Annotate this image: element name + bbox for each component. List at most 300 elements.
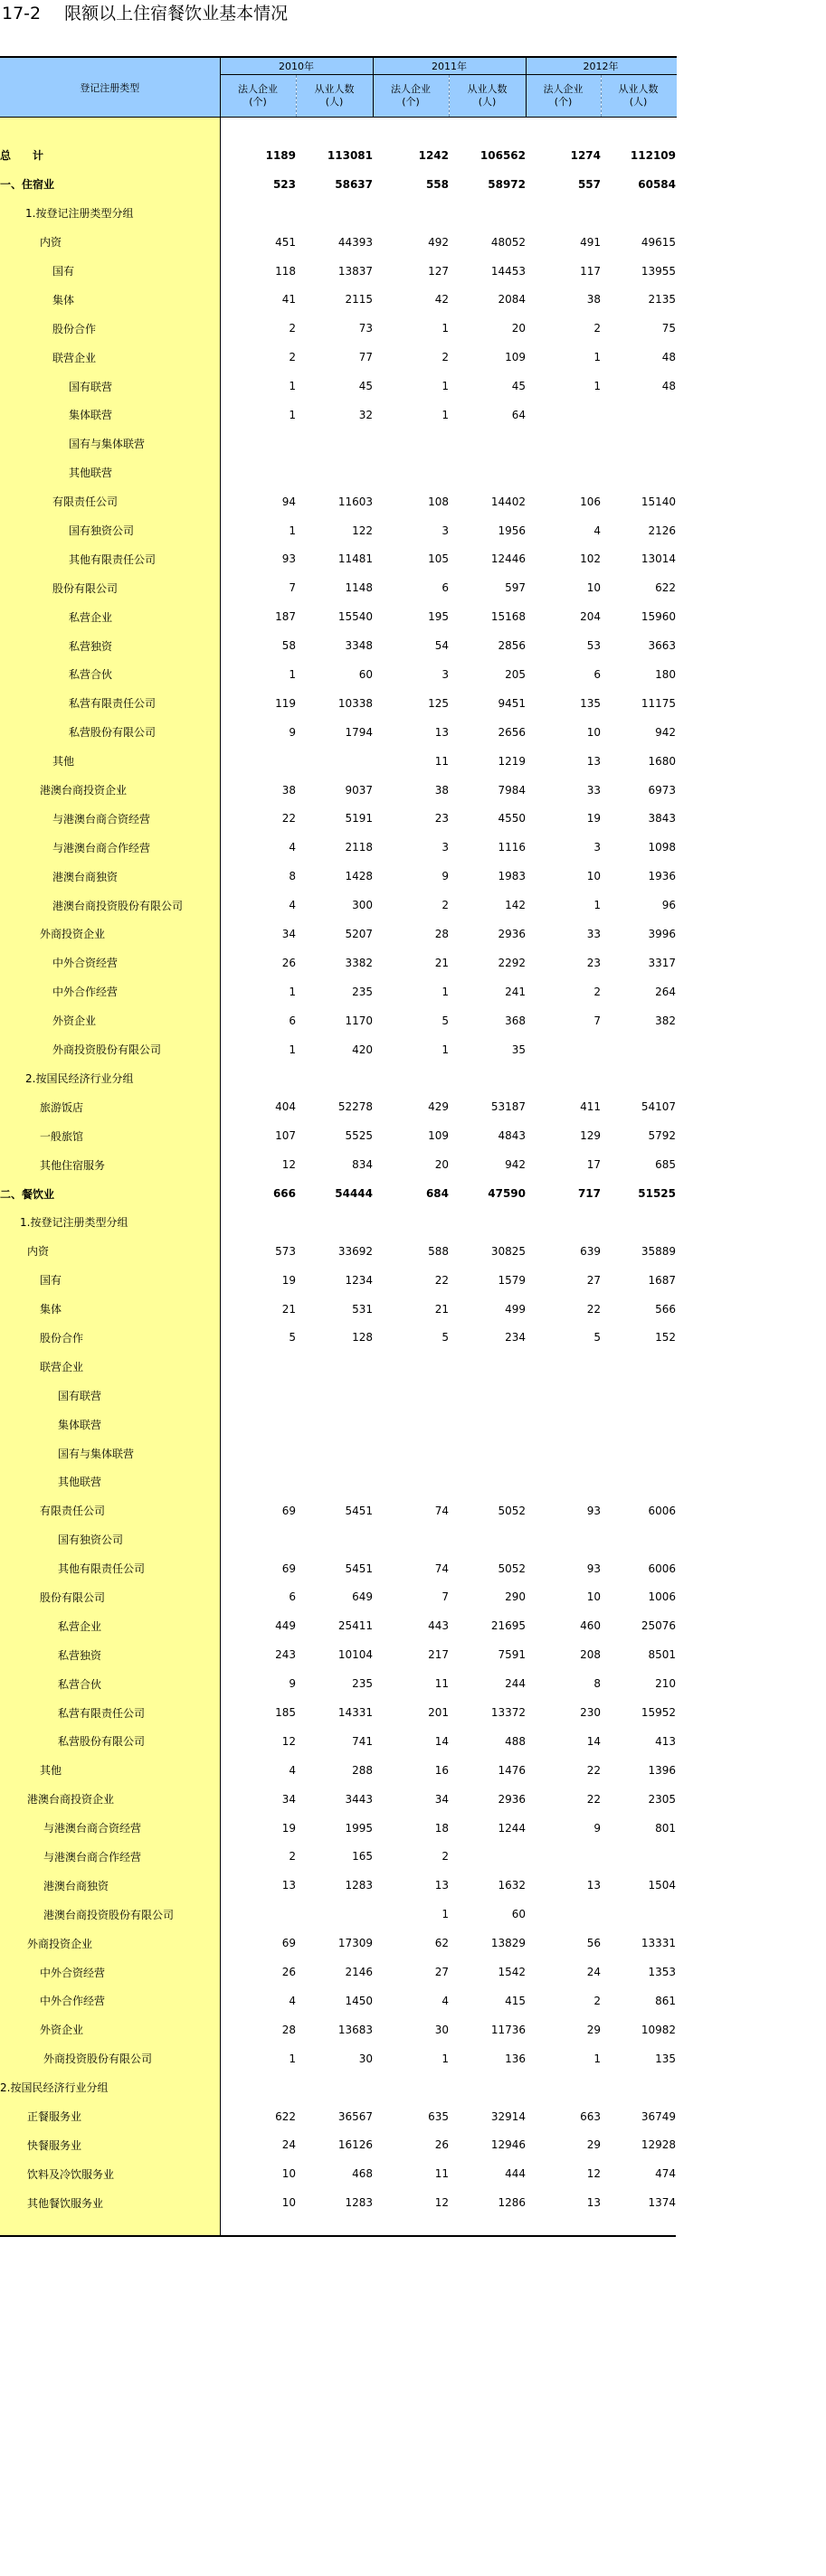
cell-employees: 5451 [345,1562,373,1575]
cell-legal-entities: 34 [434,1792,449,1806]
cell-legal-entities: 10 [586,1590,601,1604]
row-label: 股份有限公司 [0,573,220,602]
cell-employees: 649 [352,1590,373,1604]
table-row [0,2015,676,2044]
cell-employees [449,1208,526,1237]
cell-legal-entities: 411 [580,1100,601,1114]
cell-employees: 32914 [490,2109,526,2123]
cell-employees: 3663 [648,639,676,653]
cell-legal-entities: 1 [441,985,449,998]
cell-legal-entities: 129 [580,1129,601,1143]
table-row [0,1929,676,1958]
cell-employees [296,1064,373,1093]
cell-employees: 801 [655,1821,676,1835]
cell-legal-entities [373,1439,449,1467]
cell-employees [601,1900,676,1929]
cell-legal-entities: 2 [289,322,296,335]
cell-legal-entities [373,429,449,458]
cell-employees: 12928 [641,2138,676,2152]
cell-legal-entities [526,1467,601,1496]
cell-employees: 128 [352,1331,373,1345]
cell-legal-entities: 3 [593,841,601,854]
row-label: 私营企业 [0,602,220,631]
cell-legal-entities: 1 [441,1908,449,1921]
cell-legal-entities [373,1525,449,1554]
cell-legal-entities: 187 [275,610,296,624]
cell-legal-entities: 93 [281,552,296,566]
cell-legal-entities: 23 [434,812,449,826]
cell-legal-entities: 102 [580,552,601,566]
table-row [0,516,676,545]
cell-employees: 2146 [345,1966,373,1979]
row-label: 联营企业 [0,343,220,372]
row-label: 私营股份有限公司 [0,1727,220,1756]
cell-employees: 2305 [648,1792,676,1806]
cell-legal-entities [220,1064,296,1093]
cell-employees [296,1352,373,1381]
cell-legal-entities: 201 [428,1706,449,1720]
cell-legal-entities: 33 [586,927,601,940]
cell-legal-entities: 6 [289,1590,296,1604]
cell-legal-entities: 26 [281,956,296,969]
header-legal-entities: 法人企业 (个) [373,75,449,118]
cell-employees: 5207 [345,927,373,940]
cell-employees: 1396 [648,1763,676,1777]
table-row [0,1727,676,1756]
header-year-2010: 2010年 [220,57,373,75]
cell-legal-entities: 11 [434,754,449,768]
row-label: 股份有限公司 [0,1583,220,1612]
table-row [0,170,676,199]
cell-employees [296,1900,373,1929]
cell-legal-entities [526,401,601,429]
table-title: 限额以上住宿餐饮业基本情况 [64,4,289,24]
table-row [0,314,676,343]
cell-employees: 20 [511,322,526,335]
table-row [0,1352,676,1381]
table-row [0,891,676,920]
table-row [0,343,676,372]
cell-legal-entities: 1 [289,1043,296,1056]
table-row [0,1698,676,1727]
cell-legal-entities: 684 [425,1187,449,1200]
table-row [0,372,676,401]
cell-employees: 741 [352,1734,373,1748]
cell-employees: 25411 [337,1619,373,1633]
cell-employees: 6973 [648,783,676,797]
cell-legal-entities: 28 [434,927,449,940]
cell-legal-entities: 27 [586,1273,601,1287]
cell-employees: 413 [655,1734,676,1748]
cell-legal-entities: 4 [289,899,296,912]
cell-employees: 234 [505,1331,526,1345]
table-row [0,1035,676,1064]
cell-employees: 152 [655,1331,676,1345]
row-label: 国有 [0,1266,220,1295]
cell-employees: 1006 [648,1590,676,1604]
cell-employees: 14402 [490,495,526,508]
cell-legal-entities: 22 [281,812,296,826]
cell-legal-entities: 9 [593,1821,601,1835]
cell-employees [601,2073,676,2102]
row-label: 其他联营 [0,1467,220,1496]
cell-employees: 1283 [345,2196,373,2210]
table-row [0,2102,676,2131]
cell-employees: 1170 [345,1014,373,1027]
cell-legal-entities: 19 [281,1821,296,1835]
row-label: 外商投资企业 [0,920,220,948]
cell-legal-entities [526,1900,601,1929]
cell-employees: 3348 [345,639,373,653]
cell-employees: 122 [352,524,373,537]
table-row [0,487,676,516]
cell-legal-entities: 5 [289,1331,296,1345]
header-employees: 从业人数 (人) [601,75,676,118]
cell-employees: 5451 [345,1504,373,1517]
cell-employees: 1286 [498,2196,526,2210]
table-row [0,1121,676,1150]
cell-employees [601,1843,676,1872]
table-row [0,2073,676,2102]
cell-employees: 685 [655,1158,676,1172]
cell-legal-entities: 6 [593,667,601,681]
cell-legal-entities [220,1410,296,1439]
row-label: 港澳台商投资股份有限公司 [0,891,220,920]
cell-employees: 4843 [498,1129,526,1143]
cell-legal-entities: 1 [289,2052,296,2065]
cell-legal-entities: 106 [580,495,601,508]
cell-legal-entities [220,1208,296,1237]
cell-legal-entities: 12 [281,1734,296,1748]
cell-employees: 21695 [490,1619,526,1633]
cell-employees [601,199,676,228]
cell-employees [296,199,373,228]
cell-legal-entities: 56 [586,1937,601,1950]
table-row [0,602,676,631]
cell-legal-entities: 118 [275,264,296,278]
table-row [0,1814,676,1843]
cell-employees [296,1525,373,1554]
cell-legal-entities: 105 [428,552,449,566]
page-title [2,2,288,25]
row-label: 外商投资股份有限公司 [0,2044,220,2073]
cell-employees: 35889 [641,1244,676,1258]
cell-employees: 5792 [648,1129,676,1143]
cell-legal-entities: 8 [289,870,296,883]
cell-legal-entities: 449 [275,1619,296,1633]
cell-legal-entities: 1189 [265,148,296,162]
cell-employees: 235 [352,1677,373,1691]
cell-employees: 1995 [345,1821,373,1835]
cell-legal-entities [220,1381,296,1410]
cell-employees: 44393 [337,235,373,249]
cell-legal-entities: 34 [281,1792,296,1806]
cell-employees: 1234 [345,1273,373,1287]
cell-legal-entities: 666 [272,1187,296,1200]
cell-employees: 54107 [641,1100,676,1114]
cell-employees: 2292 [498,956,526,969]
cell-legal-entities [526,1843,601,1872]
cell-employees: 1632 [498,1879,526,1892]
cell-legal-entities [526,1352,601,1381]
cell-employees: 13837 [337,264,373,278]
row-label: 2.按国民经济行业分组 [0,2073,220,2102]
cell-employees: 13014 [641,552,676,566]
cell-legal-entities: 2 [441,351,449,364]
cell-legal-entities: 38 [586,293,601,307]
cell-legal-entities: 451 [275,235,296,249]
table-row [0,1640,676,1669]
table-row [0,718,676,747]
cell-legal-entities: 639 [580,1244,601,1258]
row-label: 私营独资 [0,1640,220,1669]
table-row [0,1324,676,1353]
cell-employees [449,199,526,228]
cell-legal-entities: 17 [586,1158,601,1172]
cell-employees [449,429,526,458]
row-label: 国有与集体联营 [0,1439,220,1467]
cell-legal-entities: 2 [593,985,601,998]
cell-legal-entities [373,1352,449,1381]
cell-legal-entities: 185 [275,1706,296,1720]
table-row [0,1237,676,1266]
cell-employees: 15952 [641,1706,676,1720]
cell-legal-entities: 24 [586,1966,601,1979]
cell-employees: 11175 [641,696,676,710]
cell-employees: 1428 [345,870,373,883]
cell-employees: 235 [352,985,373,998]
cell-employees: 382 [655,1014,676,1027]
cell-employees: 205 [505,667,526,681]
row-label: 总 计 [0,141,220,170]
cell-legal-entities: 2 [441,899,449,912]
cell-legal-entities: 557 [577,177,601,191]
cell-legal-entities [526,1525,601,1554]
cell-employees: 15168 [490,610,526,624]
cell-employees: 12446 [490,552,526,566]
table-row [0,1208,676,1237]
table-row [0,257,676,286]
cell-legal-entities: 7 [441,1590,449,1604]
table-row [0,1266,676,1295]
cell-employees: 77 [358,351,373,364]
cell-legal-entities: 13 [586,2196,601,2210]
cell-employees: 1983 [498,870,526,883]
cell-legal-entities [220,199,296,228]
table-row [0,2159,676,2188]
cell-legal-entities: 588 [428,1244,449,1258]
row-label: 1.按登记注册类型分组 [0,1208,220,1237]
cell-employees: 264 [655,985,676,998]
cell-employees [601,458,676,487]
cell-legal-entities: 23 [586,956,601,969]
row-label: 私营合伙 [0,1669,220,1698]
cell-legal-entities: 26 [434,2138,449,2152]
cell-legal-entities: 1274 [570,148,601,162]
cell-legal-entities [220,2073,296,2102]
cell-legal-entities: 94 [281,495,296,508]
cell-employees [449,1439,526,1467]
table-row [0,1756,676,1785]
cell-legal-entities [220,1352,296,1381]
cell-legal-entities: 2 [441,1850,449,1864]
cell-legal-entities: 42 [434,293,449,307]
cell-legal-entities: 93 [586,1504,601,1517]
row-label: 股份合作 [0,1324,220,1353]
cell-employees: 10104 [337,1648,373,1662]
row-label: 1.按登记注册类型分组 [0,199,220,228]
row-label: 外商投资股份有限公司 [0,1035,220,1064]
cell-employees: 1956 [498,524,526,537]
cell-legal-entities: 13 [586,1879,601,1892]
header-legal-entities: 法人企业 (个) [220,75,296,118]
cell-legal-entities [526,2073,601,2102]
cell-legal-entities: 22 [586,1763,601,1777]
cell-employees: 47590 [488,1187,526,1200]
cell-employees: 136 [505,2052,526,2065]
header-employees: 从业人数 (人) [449,75,526,118]
cell-employees: 7591 [498,1648,526,1662]
row-label: 与港澳台商合作经营 [0,833,220,862]
cell-legal-entities: 10 [586,870,601,883]
cell-legal-entities: 204 [580,610,601,624]
cell-employees: 13683 [337,2023,373,2036]
row-label: 中外合资经营 [0,1958,220,1986]
cell-legal-entities: 13 [586,754,601,768]
table-row [0,1064,676,1093]
cell-employees: 7984 [498,783,526,797]
cell-legal-entities: 6 [289,1014,296,1027]
row-label: 内资 [0,1237,220,1266]
cell-legal-entities: 1 [593,2052,601,2065]
row-label: 国有联营 [0,1381,220,1410]
cell-employees: 2115 [345,293,373,307]
row-label: 国有独资公司 [0,516,220,545]
cell-legal-entities: 3 [441,667,449,681]
cell-employees: 106562 [479,148,526,162]
cell-employees: 622 [655,581,676,595]
cell-employees: 2126 [648,524,676,537]
end-cell [373,2217,449,2236]
table-row [0,1843,676,1872]
cell-legal-entities: 3 [441,841,449,854]
cell-employees: 11736 [490,2023,526,2036]
cell-legal-entities: 429 [428,1100,449,1114]
cell-legal-entities: 58 [281,639,296,653]
cell-employees [601,1064,676,1093]
cell-employees: 30825 [490,1244,526,1258]
row-label: 集体 [0,285,220,314]
cell-employees [296,1381,373,1410]
table-row [0,141,676,170]
cell-legal-entities [526,1064,601,1093]
cell-legal-entities: 74 [434,1562,449,1575]
cell-legal-entities [526,1410,601,1439]
cell-employees: 290 [505,1590,526,1604]
row-label: 港澳台商投资股份有限公司 [0,1900,220,1929]
cell-employees: 420 [352,1043,373,1056]
cell-employees: 10338 [337,696,373,710]
cell-legal-entities: 74 [434,1504,449,1517]
row-label: 外资企业 [0,2015,220,2044]
cell-legal-entities: 460 [580,1619,601,1633]
table-row [0,1410,676,1439]
table-row [0,948,676,977]
cell-employees: 25076 [641,1619,676,1633]
cell-legal-entities: 5 [593,1331,601,1345]
row-label: 港澳台商独资 [0,862,220,891]
cell-employees: 2936 [498,927,526,940]
cell-employees: 13372 [490,1706,526,1720]
cell-legal-entities: 1 [593,380,601,393]
cell-legal-entities: 38 [281,783,296,797]
cell-legal-entities: 523 [272,177,296,191]
cell-employees: 1098 [648,841,676,854]
cell-employees: 6006 [648,1504,676,1517]
cell-employees [449,1410,526,1439]
table-row [0,2130,676,2159]
cell-legal-entities [220,747,296,776]
cell-legal-entities: 208 [580,1648,601,1662]
cell-legal-entities: 243 [275,1648,296,1662]
cell-legal-entities: 217 [428,1648,449,1662]
table-row [0,1583,676,1612]
table-row [0,429,676,458]
cell-employees: 1148 [345,581,373,595]
cell-legal-entities: 109 [428,1129,449,1143]
cell-legal-entities [220,1467,296,1496]
cell-employees: 10982 [641,2023,676,2036]
cell-employees: 13829 [490,1937,526,1950]
cell-employees: 16126 [337,2138,373,2152]
cell-legal-entities: 1 [289,380,296,393]
cell-employees: 30 [358,2052,373,2065]
cell-employees: 566 [655,1302,676,1316]
cell-employees [601,1410,676,1439]
table-row [0,2188,676,2217]
cell-employees: 942 [655,725,676,739]
table-row [0,747,676,776]
cell-employees: 165 [352,1850,373,1864]
cell-legal-entities: 69 [281,1504,296,1517]
cell-employees: 2656 [498,725,526,739]
cell-legal-entities: 26 [281,1966,296,1979]
table-row [0,660,676,689]
cell-employees: 444 [505,2167,526,2181]
cell-employees: 113081 [327,148,373,162]
cell-employees: 1794 [345,725,373,739]
cell-legal-entities: 11 [434,2167,449,2181]
table-row [0,1467,676,1496]
table-row [0,920,676,948]
cell-legal-entities: 13 [434,725,449,739]
row-label: 其他有限责任公司 [0,544,220,573]
end-cell [296,2217,373,2236]
table-row [0,285,676,314]
cell-legal-entities: 9 [289,725,296,739]
cell-employees: 60 [358,667,373,681]
cell-legal-entities: 558 [425,177,449,191]
cell-employees: 241 [505,985,526,998]
cell-legal-entities: 622 [275,2109,296,2123]
cell-legal-entities [373,199,449,228]
cell-legal-entities: 3 [441,524,449,537]
table-row [0,833,676,862]
cell-legal-entities: 22 [586,1792,601,1806]
cell-employees [449,2073,526,2102]
cell-legal-entities: 717 [577,1187,601,1200]
row-label: 其他 [0,1756,220,1785]
